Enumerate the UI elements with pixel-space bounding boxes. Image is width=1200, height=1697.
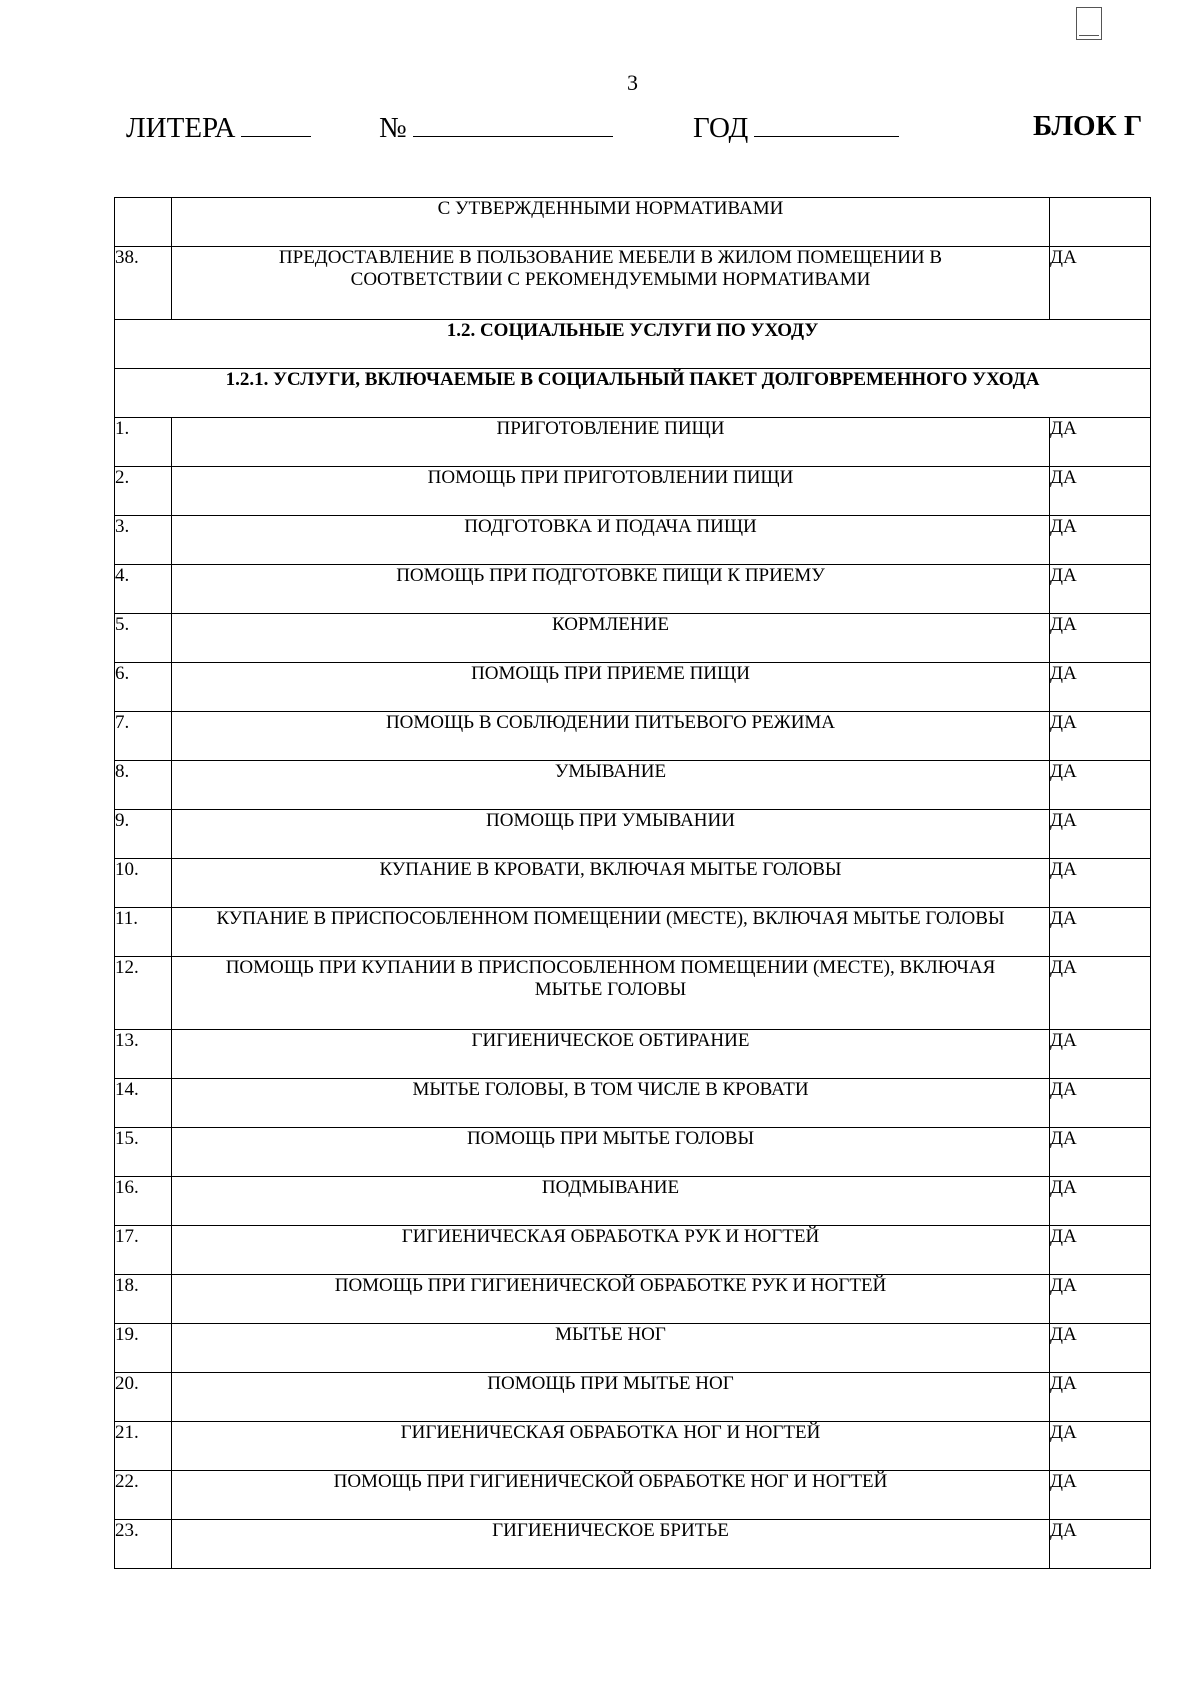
table-row <box>115 712 1151 761</box>
row-answer <box>1050 198 1151 247</box>
row-number: 10. <box>115 859 172 908</box>
table-row <box>115 1079 1151 1128</box>
row-answer: ДА <box>1050 859 1151 908</box>
row-answer: ДА <box>1050 1422 1151 1471</box>
row-text: ПОМОЩЬ ПРИ ПРИГОТОВЛЕНИИ ПИЩИ <box>172 467 1050 516</box>
row-answer: ДА <box>1050 1079 1151 1128</box>
table-row <box>115 418 1151 467</box>
row-number: 23. <box>115 1520 172 1569</box>
row-number: 15. <box>115 1128 172 1177</box>
row-number: 22. <box>115 1471 172 1520</box>
row-number: 16. <box>115 1177 172 1226</box>
block-label: БЛОК Г <box>1033 110 1143 142</box>
row-answer: ДА <box>1050 1177 1151 1226</box>
row-text: ГИГИЕНИЧЕСКОЕ ОБТИРАНИЕ <box>172 1030 1050 1079</box>
table-row <box>115 859 1151 908</box>
number-field <box>379 110 613 145</box>
row-number: 11. <box>115 908 172 957</box>
row-answer: ДА <box>1050 810 1151 859</box>
row-number: 21. <box>115 1422 172 1471</box>
row-answer: ДА <box>1050 516 1151 565</box>
row-number: 4. <box>115 565 172 614</box>
table-row <box>115 1471 1151 1520</box>
row-number: 1. <box>115 418 172 467</box>
row-answer: ДА <box>1050 1520 1151 1569</box>
table-row <box>115 565 1151 614</box>
table-row <box>115 957 1151 1030</box>
row-text: ГИГИЕНИЧЕСКОЕ БРИТЬЕ <box>172 1520 1050 1569</box>
row-number <box>115 198 172 247</box>
row-text: ПРИГОТОВЛЕНИЕ ПИЩИ <box>172 418 1050 467</box>
row-answer: ДА <box>1050 614 1151 663</box>
table-row <box>115 198 1151 247</box>
table-row <box>115 1324 1151 1373</box>
page-number: 3 <box>627 70 638 95</box>
number-label: № <box>379 112 407 144</box>
row-number: 7. <box>115 712 172 761</box>
row-text: ПОМОЩЬ ПРИ ГИГИЕНИЧЕСКОЙ ОБРАБОТКЕ НОГ И НОГТЕЙ <box>172 1471 1050 1520</box>
subsection-title: 1.2.1. УСЛУГИ, ВКЛЮЧАЕМЫЕ В СОЦИАЛЬНЫЙ ПАКЕТ ДОЛГОВРЕМЕННОГО УХОДА <box>115 369 1151 418</box>
row-text: ГИГИЕНИЧЕСКАЯ ОБРАБОТКА НОГ И НОГТЕЙ <box>172 1422 1050 1471</box>
row-answer: ДА <box>1050 467 1151 516</box>
row-number: 14. <box>115 1079 172 1128</box>
row-answer: ДА <box>1050 663 1151 712</box>
row-answer: ДА <box>1050 1373 1151 1422</box>
row-text: ПОМОЩЬ ПРИ МЫТЬЕ ГОЛОВЫ <box>172 1128 1050 1177</box>
row-text: МЫТЬЕ ГОЛОВЫ, В ТОМ ЧИСЛЕ В КРОВАТИ <box>172 1079 1050 1128</box>
row-text: КОРМЛЕНИЕ <box>172 614 1050 663</box>
row-answer: ДА <box>1050 1275 1151 1324</box>
litera-field <box>126 110 311 145</box>
row-number: 8. <box>115 761 172 810</box>
row-answer: ДА <box>1050 1471 1151 1520</box>
row-text: ПРЕДОСТАВЛЕНИЕ В ПОЛЬЗОВАНИЕ МЕБЕЛИ В ЖИЛОМ ПОМЕЩЕНИИ В СООТВЕТСТВИИ С РЕКОМЕНДУЕМЫМИ НОРМАТИВАМИ <box>172 247 1050 320</box>
row-answer: ДА <box>1050 908 1151 957</box>
table-row <box>115 1373 1151 1422</box>
page-corner-icon <box>1076 7 1102 40</box>
table-row <box>115 810 1151 859</box>
row-number: 3. <box>115 516 172 565</box>
table-row <box>115 1275 1151 1324</box>
row-text: МЫТЬЕ НОГ <box>172 1324 1050 1373</box>
table-row <box>115 1520 1151 1569</box>
table-row <box>115 663 1151 712</box>
row-answer: ДА <box>1050 1226 1151 1275</box>
row-text: ПОДГОТОВКА И ПОДАЧА ПИЩИ <box>172 516 1050 565</box>
row-number: 19. <box>115 1324 172 1373</box>
row-number: 2. <box>115 467 172 516</box>
section-row <box>115 320 1151 369</box>
row-answer: ДА <box>1050 761 1151 810</box>
row-text: ПОМОЩЬ ПРИ КУПАНИИ В ПРИСПОСОБЛЕННОМ ПОМЕЩЕНИИ (МЕСТЕ), ВКЛЮЧАЯ МЫТЬЕ ГОЛОВЫ <box>172 957 1050 1030</box>
year-label: ГОД <box>693 112 749 144</box>
table-row <box>115 467 1151 516</box>
table-row <box>115 761 1151 810</box>
row-number: 9. <box>115 810 172 859</box>
row-text: ПОМОЩЬ ПРИ ГИГИЕНИЧЕСКОЙ ОБРАБОТКЕ РУК И НОГТЕЙ <box>172 1275 1050 1324</box>
row-number: 17. <box>115 1226 172 1275</box>
row-text: УМЫВАНИЕ <box>172 761 1050 810</box>
row-answer: ДА <box>1050 418 1151 467</box>
table-row <box>115 908 1151 957</box>
row-number: 18. <box>115 1275 172 1324</box>
table-row <box>115 1177 1151 1226</box>
year-blank[interactable] <box>754 110 899 137</box>
row-text: ПОМОЩЬ ПРИ УМЫВАНИИ <box>172 810 1050 859</box>
table-row <box>115 1226 1151 1275</box>
row-number: 6. <box>115 663 172 712</box>
table-row <box>115 614 1151 663</box>
row-number: 38. <box>115 247 172 320</box>
table-row <box>115 1422 1151 1471</box>
section-title: 1.2. СОЦИАЛЬНЫЕ УСЛУГИ ПО УХОДУ <box>115 320 1151 369</box>
row-answer: ДА <box>1050 565 1151 614</box>
row-text: ГИГИЕНИЧЕСКАЯ ОБРАБОТКА РУК И НОГТЕЙ <box>172 1226 1050 1275</box>
row-text: ПОМОЩЬ ПРИ ПРИЕМЕ ПИЩИ <box>172 663 1050 712</box>
row-text: ПОМОЩЬ ПРИ МЫТЬЕ НОГ <box>172 1373 1050 1422</box>
row-text: КУПАНИЕ В КРОВАТИ, ВКЛЮЧАЯ МЫТЬЕ ГОЛОВЫ <box>172 859 1050 908</box>
services-table <box>114 197 1151 1569</box>
row-answer: ДА <box>1050 1324 1151 1373</box>
litera-label: ЛИТЕРА <box>126 112 236 144</box>
row-number: 12. <box>115 957 172 1030</box>
litera-blank[interactable] <box>241 110 311 137</box>
table-row <box>115 247 1151 320</box>
number-blank[interactable] <box>413 110 613 137</box>
subsection-row <box>115 369 1151 418</box>
table-row <box>115 516 1151 565</box>
row-text: ПОДМЫВАНИЕ <box>172 1177 1050 1226</box>
row-answer: ДА <box>1050 1128 1151 1177</box>
row-number: 13. <box>115 1030 172 1079</box>
row-answer: ДА <box>1050 957 1151 1030</box>
row-text: ПОМОЩЬ ПРИ ПОДГОТОВКЕ ПИЩИ К ПРИЕМУ <box>172 565 1050 614</box>
year-field <box>693 110 899 145</box>
row-answer: ДА <box>1050 1030 1151 1079</box>
row-answer: ДА <box>1050 247 1151 320</box>
row-text: КУПАНИЕ В ПРИСПОСОБЛЕННОМ ПОМЕЩЕНИИ (МЕСТЕ), ВКЛЮЧАЯ МЫТЬЕ ГОЛОВЫ <box>172 908 1050 957</box>
row-number: 5. <box>115 614 172 663</box>
row-answer: ДА <box>1050 712 1151 761</box>
row-text: ПОМОЩЬ В СОБЛЮДЕНИИ ПИТЬЕВОГО РЕЖИМА <box>172 712 1050 761</box>
row-number: 20. <box>115 1373 172 1422</box>
row-text: С УТВЕРЖДЕННЫМИ НОРМАТИВАМИ <box>172 198 1050 247</box>
table-row <box>115 1030 1151 1079</box>
table-row <box>115 1128 1151 1177</box>
